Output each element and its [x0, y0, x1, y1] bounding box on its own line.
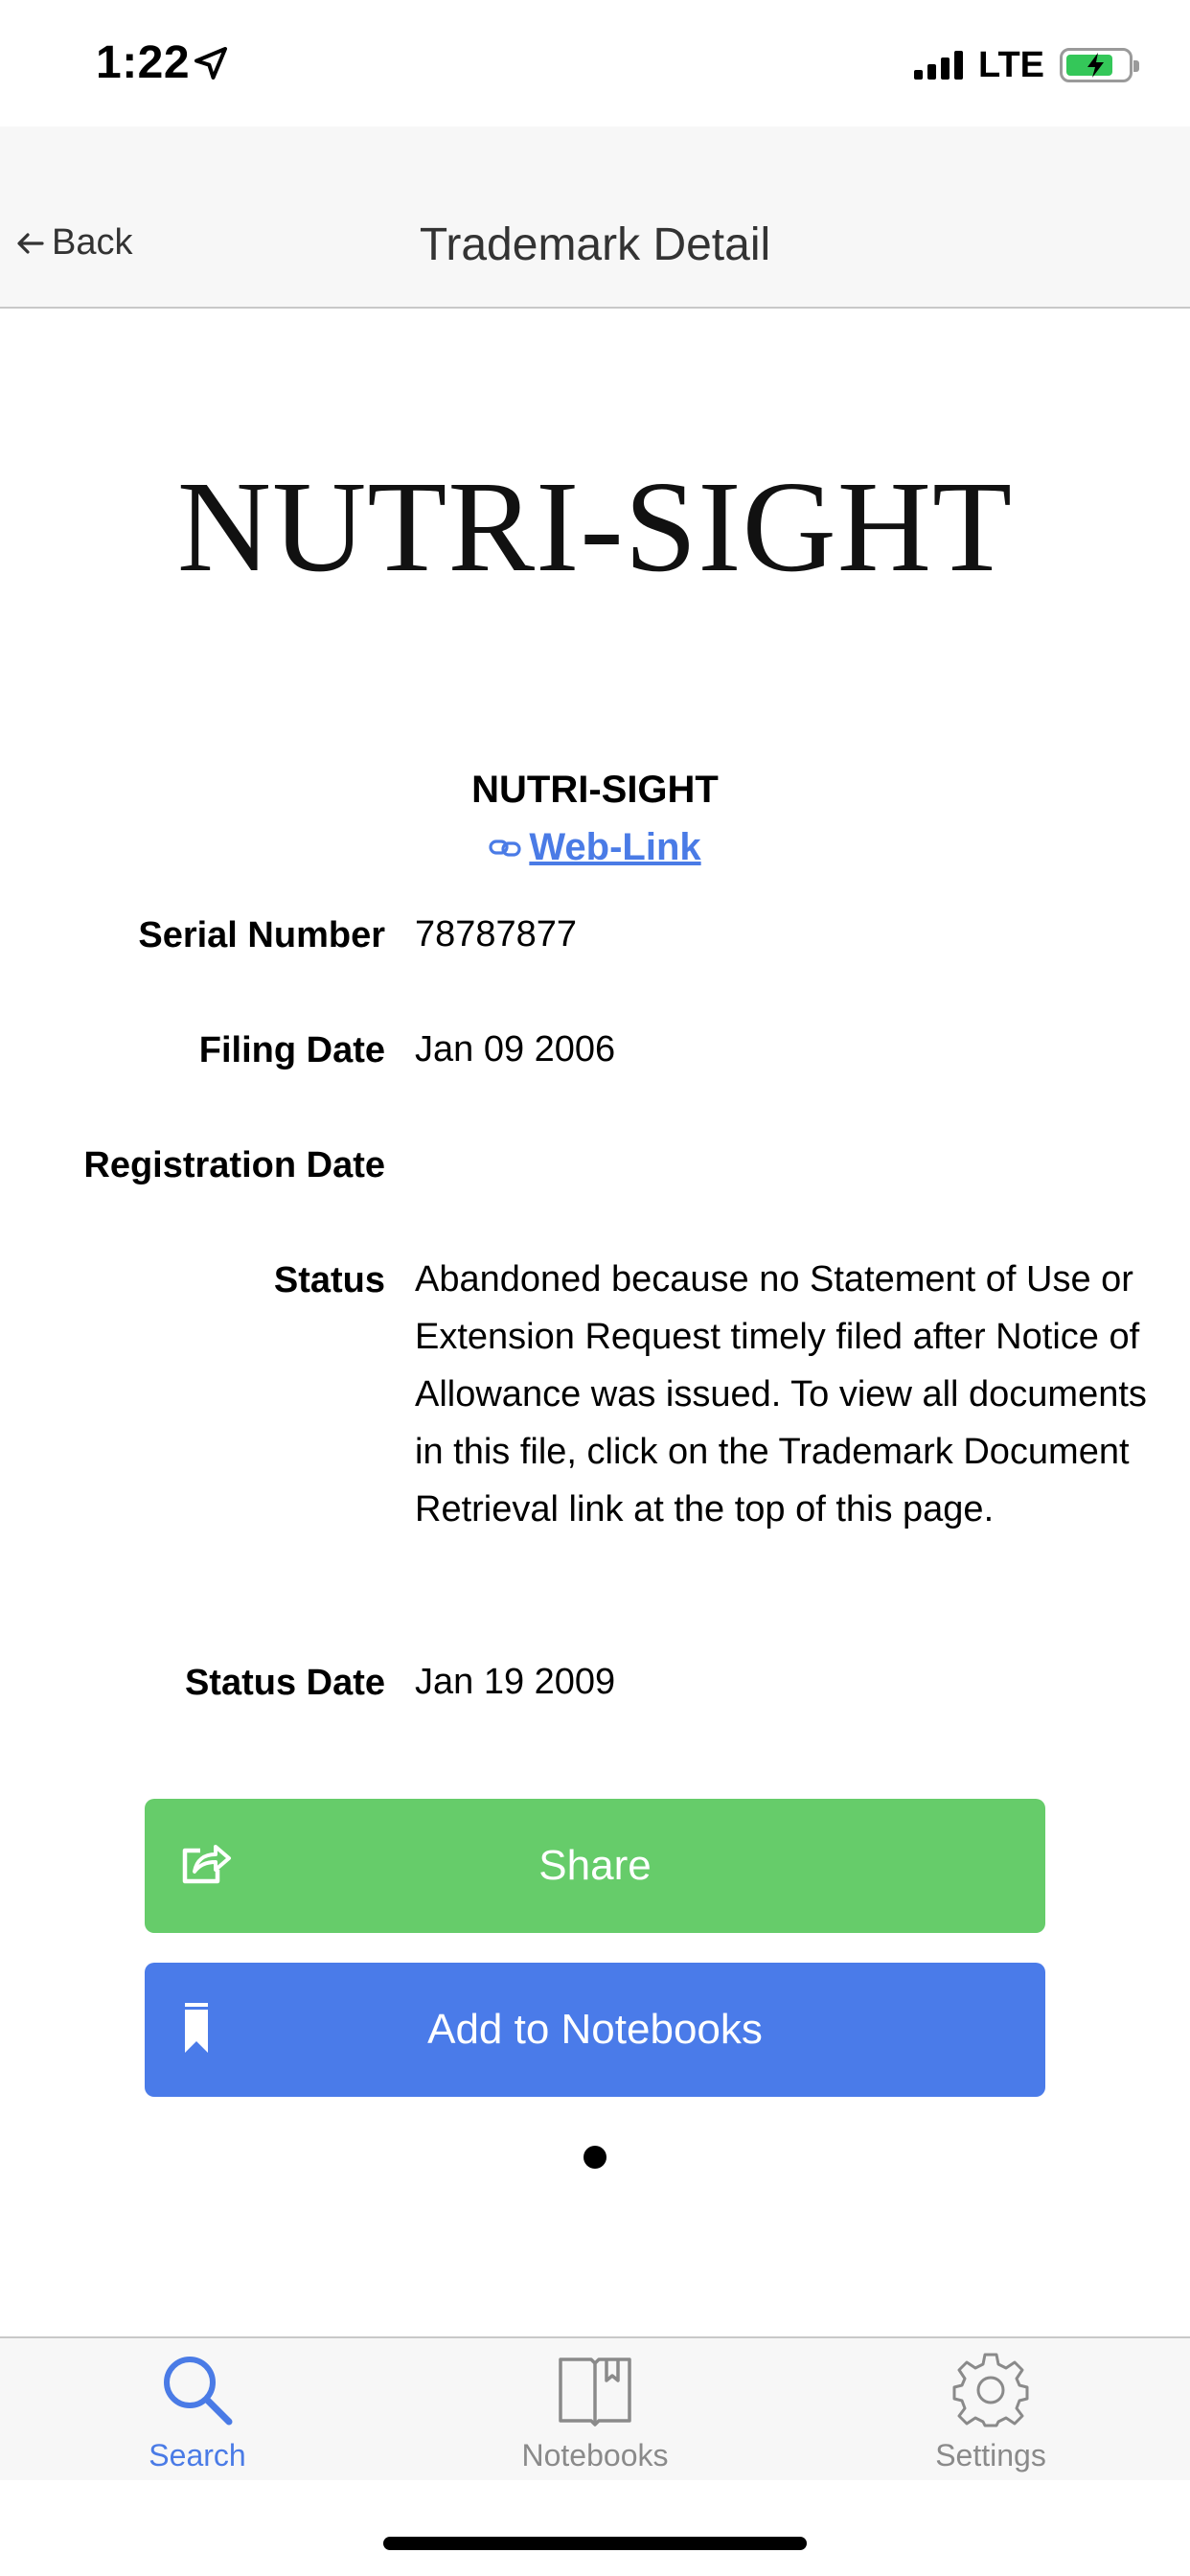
gear-icon: [952, 2352, 1029, 2428]
web-link[interactable]: [0, 826, 1190, 869]
status-time: 1:22: [96, 37, 191, 88]
network-type: LTE: [978, 44, 1044, 85]
search-icon: [159, 2352, 236, 2428]
share-icon: [179, 1841, 233, 1887]
battery-charging-icon: [1060, 48, 1133, 82]
back-label: Back: [52, 222, 133, 263]
serial-number-label: Serial Number: [138, 915, 385, 955]
link-icon: [489, 838, 521, 859]
tab-bar: [0, 2336, 1190, 2480]
tab-search-label: Search: [149, 2438, 246, 2472]
status-bar: [0, 0, 1190, 126]
page-title: Trademark Detail: [419, 219, 771, 270]
web-link-label: Web-Link: [529, 826, 701, 868]
tab-search[interactable]: [73, 2352, 322, 2473]
signal-icon: [914, 51, 963, 80]
registration-date-label: Registration Date: [83, 1145, 385, 1185]
status-label: Status: [273, 1260, 385, 1300]
filing-date-label: Filing Date: [198, 1030, 385, 1070]
tab-settings[interactable]: [866, 2352, 1115, 2473]
trademark-image: [144, 450, 1046, 604]
tab-notebooks-label: Notebooks: [521, 2438, 669, 2472]
trademark-image-text: NUTRI-SIGHT: [176, 455, 1014, 599]
status-indicators: [914, 42, 1133, 88]
tab-settings-label: Settings: [935, 2438, 1046, 2472]
location-arrow-icon: [192, 44, 230, 82]
home-indicator: [383, 2537, 807, 2550]
status-date-label: Status Date: [184, 1663, 385, 1703]
add-to-notebooks-button[interactable]: [145, 1963, 1045, 2097]
book-icon: [557, 2352, 633, 2428]
trademark-name: NUTRI-SIGHT: [471, 769, 719, 811]
filing-date-value: Jan 09 2006: [415, 1029, 616, 1070]
page-indicator-dot: [584, 2146, 606, 2169]
navigation-bar: [0, 126, 1190, 309]
status-date-value: Jan 19 2009: [415, 1662, 616, 1702]
share-label: Share: [538, 1842, 652, 1889]
share-button[interactable]: [145, 1799, 1045, 1933]
status-value: Abandoned because no Statement of Use or Extension Request timely filed after Notice of Allowance was issued. To view all documents in this file, click on the Trademark Document Retrieval link at the top of this page.: [415, 1259, 1147, 1530]
tab-notebooks[interactable]: [470, 2352, 720, 2473]
bookmark-icon: [181, 2001, 214, 2055]
serial-number-value: 78787877: [415, 914, 578, 954]
add-to-notebooks-label: Add to Notebooks: [427, 2006, 763, 2053]
